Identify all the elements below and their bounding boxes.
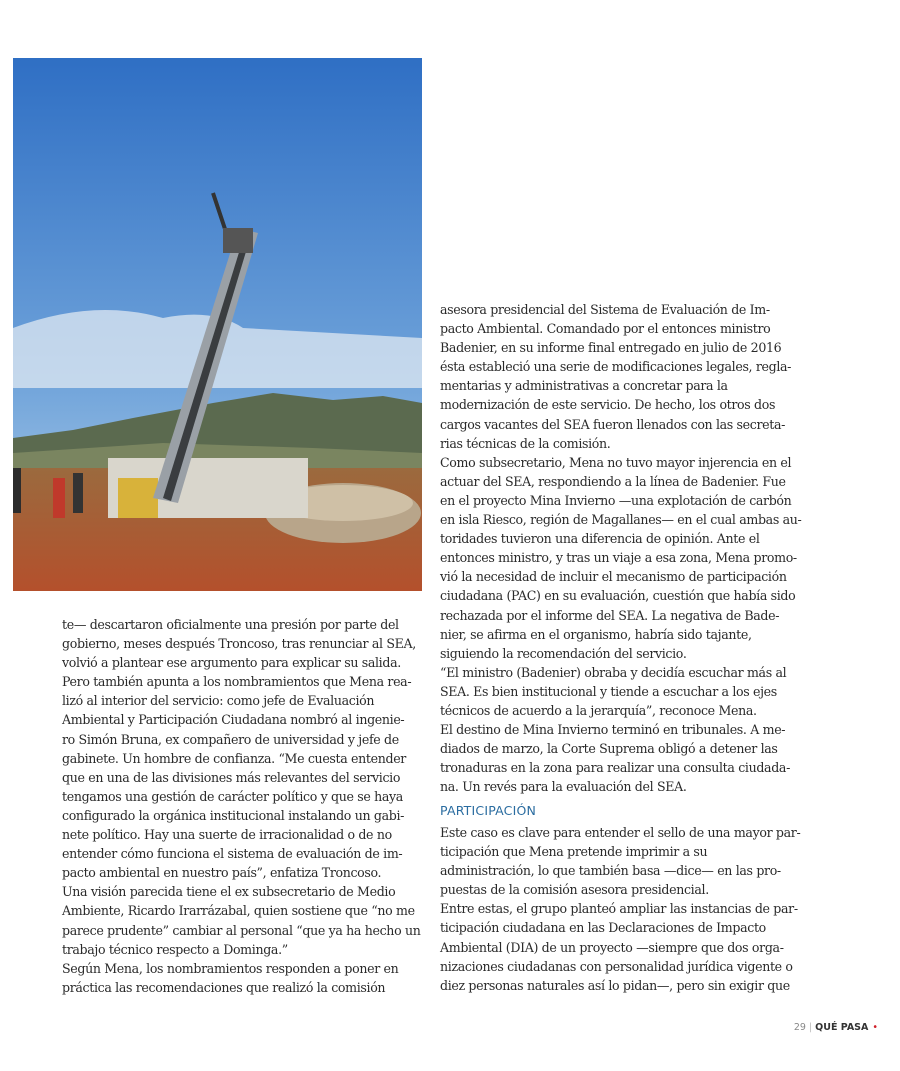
text-line: actuar del SEA, respondiendo a la línea de Badenier. Fue [440, 473, 786, 489]
text-line: Ambiente, Ricardo Irarrázabal, quien sostiene que “no me [62, 903, 415, 919]
text-line: gobierno, meses después Troncoso, tras renunciar al SEA, [62, 636, 416, 652]
text-line: entonces ministro, y tras un viaje a esa zona, Mena promo- [440, 550, 797, 566]
text-line: ro Simón Bruna, ex compañero de universidad y jefe de [62, 731, 399, 747]
text-line: pacto Ambiental. Comandado por el entonces ministro [440, 321, 771, 337]
text-line: parece prudente” cambiar al personal “que ya ha hecho un [62, 922, 421, 938]
text-line: trabajo técnico respecto a Dominga.” [62, 941, 288, 957]
text-line: na. Un revés para la evaluación del SEA. [440, 779, 687, 795]
text-line: El destino de Mina Invierno terminó en tribunales. A me- [440, 722, 786, 738]
text-line: rechazada por el informe del SEA. La negativa de Bade- [440, 607, 780, 623]
text-line: lizó al interior del servicio: como jefe de Evaluación [62, 693, 375, 709]
text-line: nier, se afirma en el organismo, habría sido tajante, [440, 626, 752, 642]
text-line: ciudadana (PAC) en su evaluación, cuestión que había sido [440, 588, 796, 604]
text-line: entender cómo funciona el sistema de evaluación de im- [62, 846, 403, 862]
text-line: SEA. Es bien institucional y tiende a escuchar a los ejes [440, 683, 777, 699]
text-line: Badenier, en su informe final entregado en julio de 2016 [440, 340, 782, 356]
text-line: que en una de las divisiones más relevantes del servicio [62, 769, 401, 785]
text-line: ticipación ciudadana en las Declaraciones de Impacto [440, 920, 766, 936]
bullet-icon: • [872, 1022, 878, 1033]
text-line: Una visión parecida tiene el ex subsecretario de Medio [62, 884, 396, 900]
footer-separator: | [808, 1022, 813, 1033]
text-line: ésta estableció una serie de modificaciones legales, regla- [440, 359, 792, 375]
text-line: ticipación que Mena pretende imprimir a su [440, 844, 708, 860]
text-line: diados de marzo, la Corte Suprema obligó a detener las [440, 741, 778, 757]
text-line: puestas de la comisión asesora presidencial. [440, 882, 709, 898]
text-line: siguiendo la recomendación del servicio. [440, 645, 687, 661]
page-footer [794, 1022, 878, 1033]
text-line: te— descartaron oficialmente una presión por parte del [62, 617, 399, 632]
text-line: pacto ambiental en nuestro país”, enfatiza Troncoso. [62, 865, 382, 881]
text-line: configurado la orgánica institucional instalando un gabi- [62, 807, 405, 823]
text-line: modernización de este servicio. De hecho, los otros dos [440, 397, 776, 413]
text-line: en el proyecto Mina Invierno —una explotación de carbón [440, 492, 792, 508]
text-line: rias técnicas de la comisión. [440, 435, 611, 451]
text-line: nizaciones ciudadanas con personalidad jurídica vigente o [440, 958, 793, 974]
right-column-text-bottom [440, 823, 801, 995]
text-line: Ambiental (DIA) de un proyecto —siempre que dos orga- [440, 939, 784, 955]
text-line: mentarias y administrativas a concretar para la [440, 378, 728, 394]
text-line: Según Mena, los nombramientos responden a poner en [62, 960, 399, 976]
text-line: práctica las recomendaciones que realizó la comisión [62, 979, 386, 995]
text-line: nete político. Hay una suerte de irracionalidad o de no [62, 827, 392, 843]
text-line: cargos vacantes del SEA fueron llenados con las secreta- [440, 416, 786, 432]
text-line: Como subsecretario, Mena no tuvo mayor injerencia en el [440, 454, 792, 470]
text-line: toridades tuvieron una diferencia de opinión. Ante el [440, 531, 760, 547]
text-line: tronaduras en la zona para realizar una consulta ciudada- [440, 760, 790, 776]
right-column-text-top [440, 300, 802, 796]
text-line: técnicos de acuerdo a la jerarquía”, reconoce Mena. [440, 702, 757, 718]
magazine-name: QUÉ PASA [815, 1022, 869, 1033]
section-heading: PARTICIPACIÓN [440, 803, 537, 818]
text-line: administración, lo que también basa —dice— en las pro- [440, 863, 781, 879]
text-line: “El ministro (Badenier) obraba y decidía escuchar más al [440, 664, 787, 680]
text-line: diez personas naturales así lo pidan—, pero sin exigir que [440, 977, 790, 993]
text-line: asesora presidencial del Sistema de Evaluación de Im- [440, 302, 770, 317]
text-line: Entre estas, el grupo planteó ampliar las instancias de par- [440, 901, 798, 917]
text-line: vió la necesidad de incluir el mecanismo de participación [440, 569, 787, 585]
page-number: 29 [793, 1022, 806, 1033]
text-line: Ambiental y Participación Ciudadana nombró al ingenie- [62, 712, 405, 728]
text-line: volvió a plantear ese argumento para explicar su salida. [62, 655, 401, 671]
drill-rig-photo [13, 58, 422, 591]
text-line: Pero también apunta a los nombramientos que Mena rea- [62, 674, 412, 690]
text-line: gabinete. Un hombre de confianza. “Me cuesta entender [62, 750, 406, 766]
left-column-text [62, 615, 427, 997]
text-line: Este caso es clave para entender el sello de una mayor par- [440, 825, 801, 840]
text-line: tengamos una gestión de carácter político y que se haya [62, 788, 403, 804]
text-line: en isla Riesco, región de Magallanes— en el cual ambas au- [440, 512, 802, 528]
